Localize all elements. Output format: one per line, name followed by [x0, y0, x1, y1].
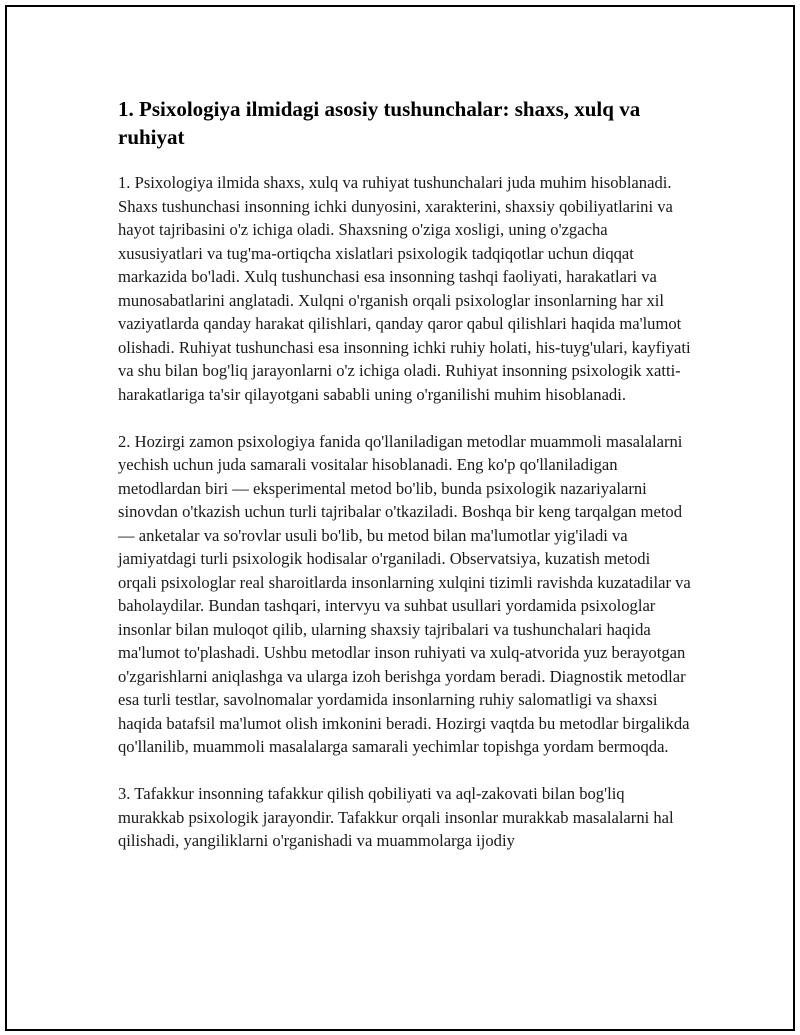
section-heading: 1. Psixologiya ilmidagi asosiy tushunchalar: shaxs, xulq va ruhiyat	[118, 97, 641, 149]
paragraph-2: 2. Hozirgi zamon psixologiya fanida qo'llaniladigan metodlar muammoli masalalarni yechish uchun juda samarali vositalar hisoblanadi. Eng ko'p qo'llaniladigan metodlardan biri — eksperimental metod bo'lib, bunda psixologik nazariyalarni sinovdan o'tkazish uchun turli tajribalar o'tkaziladi. Boshqa bir keng tarqalgan metod — anketalar va so'rovlar usuli bo'lib, bu metod bilan ma'lumotlar yig'iladi va jamiyatdagi turli psixologik hodisalar o'rganiladi. Observatsiya, kuzatish metodi orqali psixologlar real sharoitlarda insonlarning xulqini tizimli ravishda kuzatadilar va baholaydilar. Bundan tashqari, intervyu va suhbat usullari yordamida psixologlar insonlar bilan muloqot qilib, ularning shaxsiy tajribalari va tushunchalari haqida ma'lumot to'plashadi. Ushbu metodlar inson ruhiyati va xulq-atvorida yuz berayotgan o'zgarishlarni aniqlashga va ularga izoh berishga yordam beradi. Diagnostik metodlar esa turli testlar, savolnomalar yordamida insonlarning ruhiy salomatligi va shaxsi haqida batafsil ma'lumot olish imkonini beradi. Hozirgi vaqtda bu metodlar birgalikda qo'llanilib, muammoli masalalarga samarali yechimlar topishga yordam bermoqda.	[118, 431, 691, 756]
document-page	[5, 5, 795, 1031]
paragraph-1: 1. Psixologiya ilmida shaxs, xulq va ruhiyat tushunchalari juda muhim hisoblanadi. Shaxs tushunchasi insonning ichki dunyosini, xarakterini, shaxsiy qobiliyatlarini va hayot tajribasini o'z ichiga oladi. Shaxsning o'ziga xosligi, uning o'zgacha xususiyatlari va tug'ma-ortiqcha xislatlari psixologik tadqiqotlar uchun diqqat markazida bo'ladi. Xulq tushunchasi esa insonning tashqi faoliyati, harakatlari va munosabatlarini anglatadi. Xulqni o'rganish orqali psixologlar insonlarning har xil vaziyatlarda qanday harakat qilishlari, qanday qaror qabul qilishlari haqida ma'lumot olishadi. Ruhiyat tushunchasi esa insonning ichki ruhiy holati, his-tuyg'ulari, kayfiyati va shu bilan bog'liq jarayonlarni o'z ichiga oladi. Ruhiyat insonning psixologik xatti-harakatlariga ta'sir qilayotgani sababli uning o'rganilishi muhim hisoblanadi.	[118, 173, 691, 404]
document-body	[118, 95, 693, 876]
paragraph-3: 3. Tafakkur insonning tafakkur qilish qobiliyati va aql-zakovati bilan bog'liq murakkab psixologik jarayondir. Tafakkur orqali insonlar murakkab masalalarni hal qilishadi, yangiliklarni o'rganishadi va muammolarga ijodiy	[118, 784, 674, 850]
